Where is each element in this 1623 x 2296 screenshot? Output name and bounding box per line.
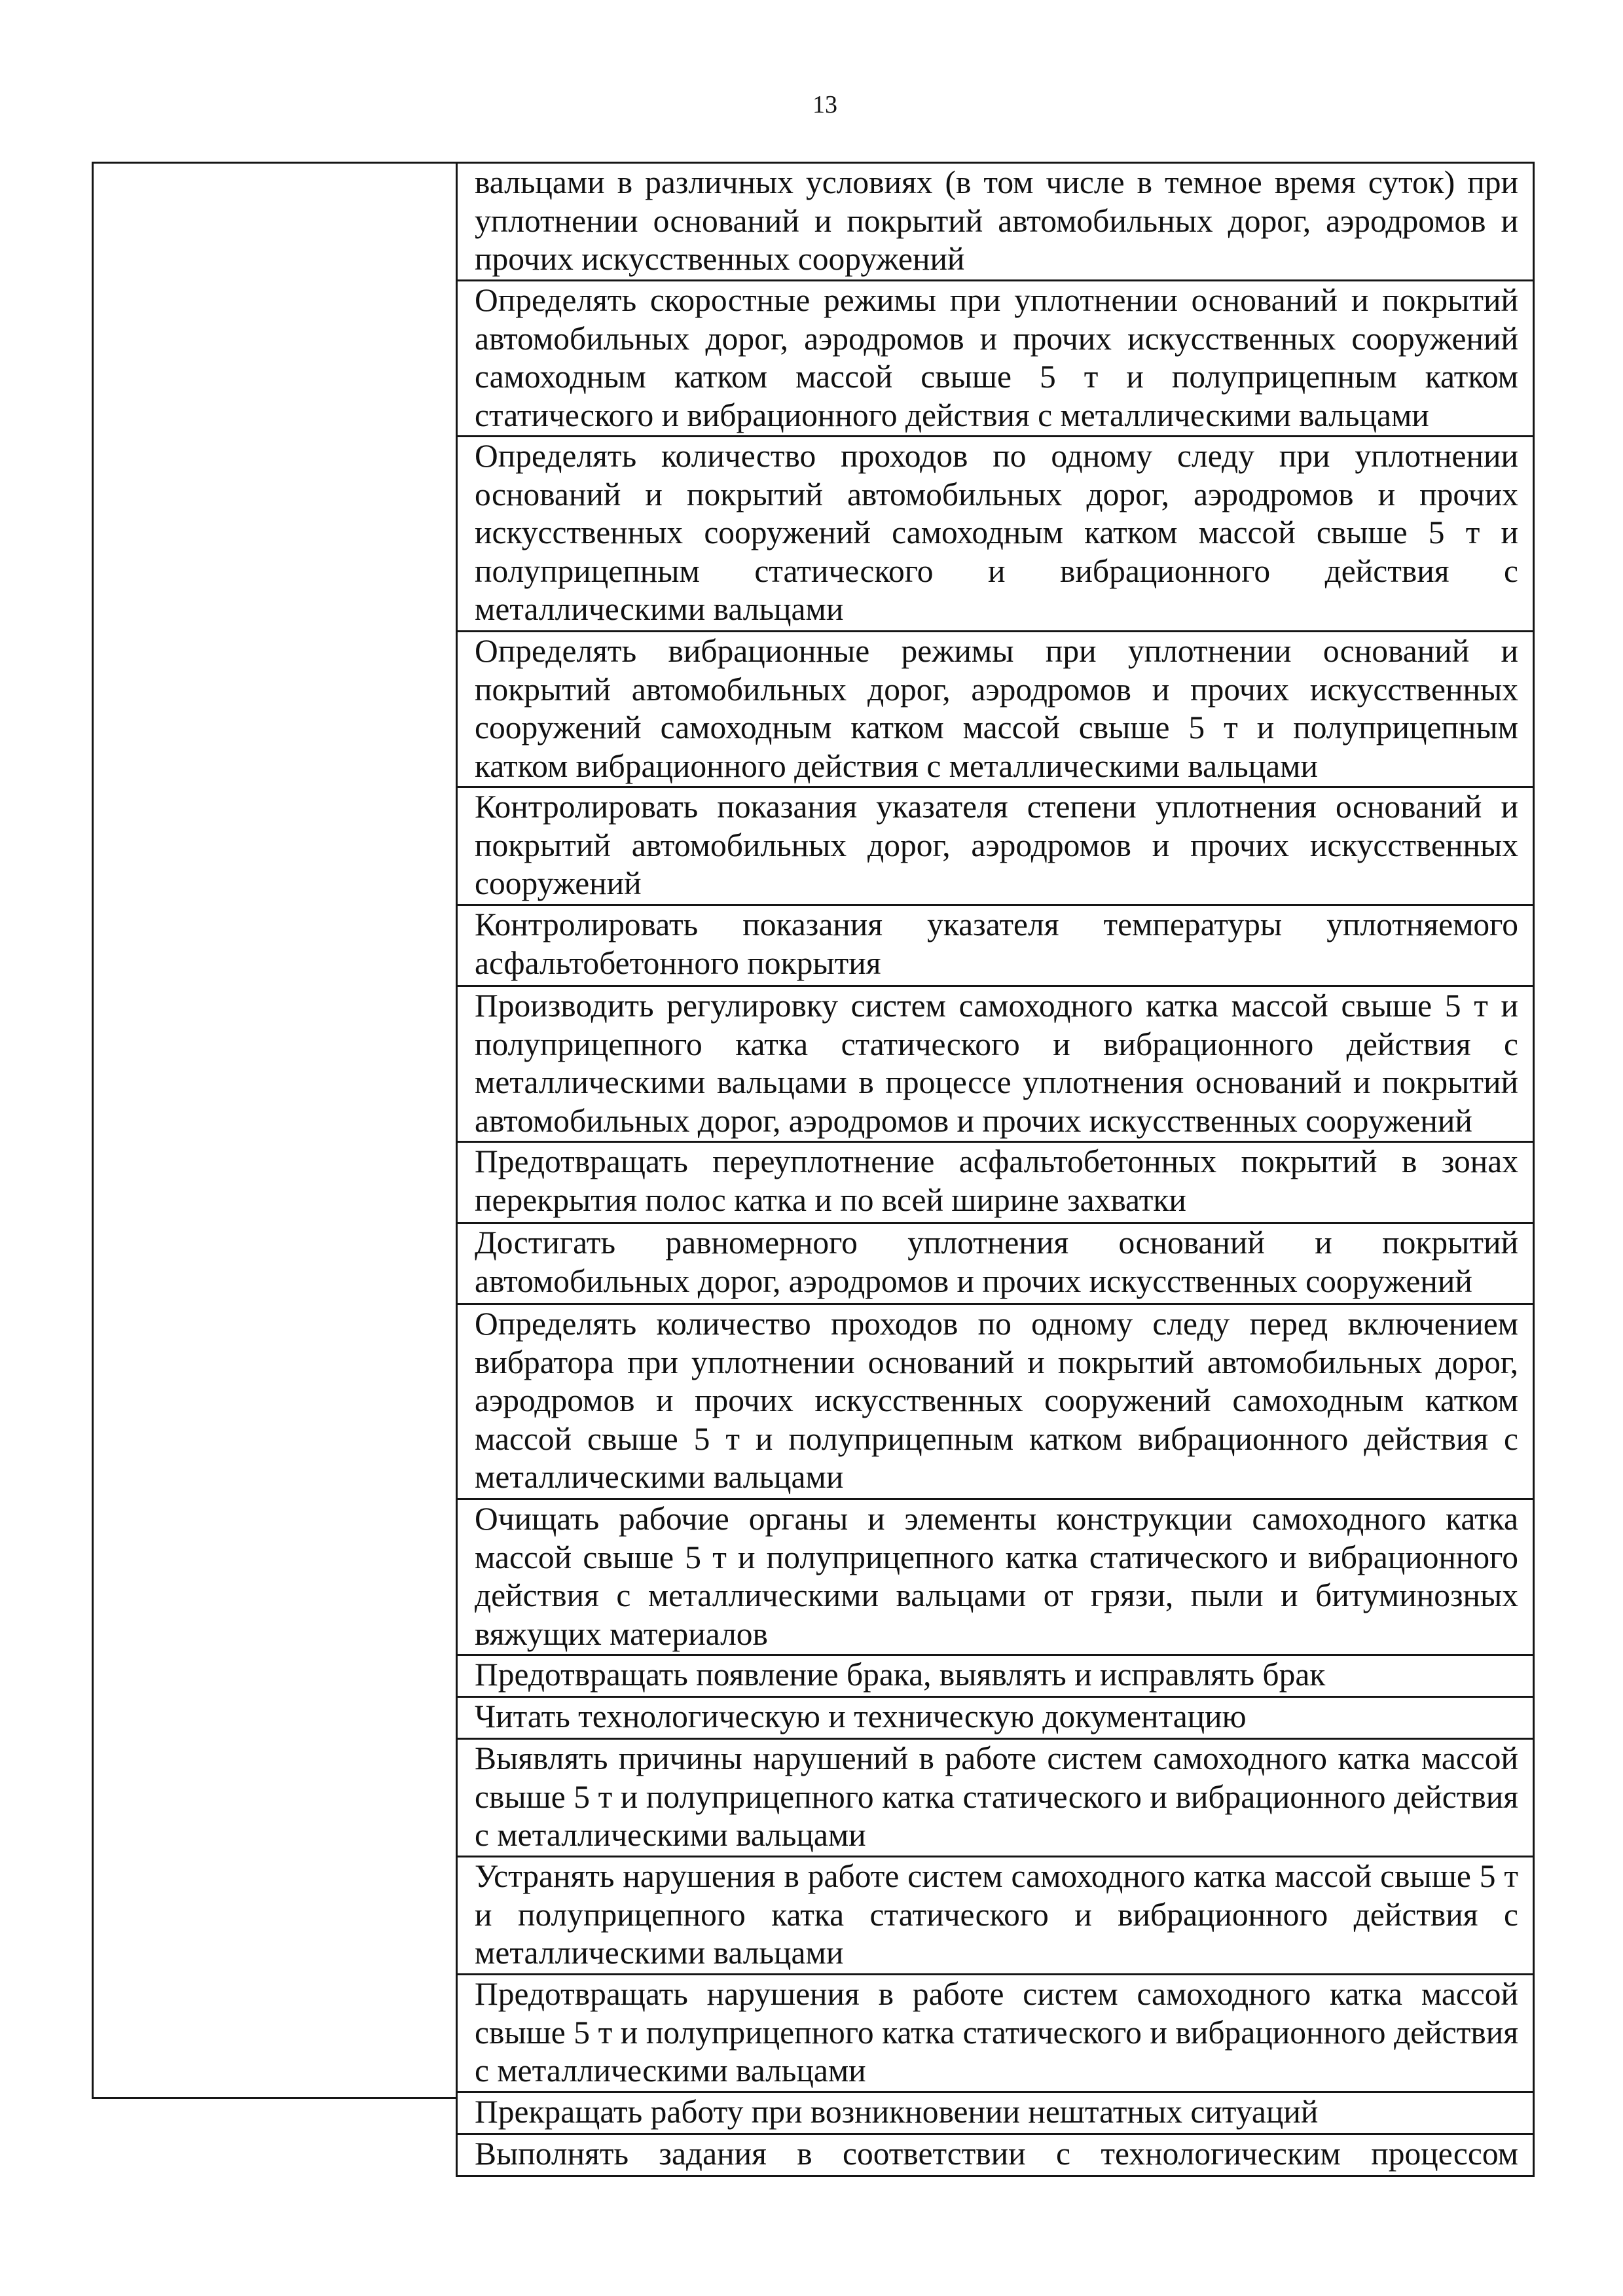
table-row: Очищать рабочие органы и элементы конструкции самоходного катка массой свыше 5 т и полуприцепного катка статического и вибрационного действия с металлическими вальцами от грязи, пыли и битуминозных вяжущих материалов bbox=[458, 1500, 1533, 1656]
table-row: Производить регулировку систем самоходного катка массой свыше 5 т и полуприцепного катка статического и вибрационного действия с металлическими вальцами в процессе уплотнения оснований и покрытий автомобильных дорог, аэродромов и прочих искусственных сооружений bbox=[458, 987, 1533, 1143]
table-row: Предотвращать появление брака, выявлять и исправлять брак bbox=[458, 1656, 1533, 1698]
table-row: Достигать равномерного уплотнения оснований и покрытий автомобильных дорог, аэродромов и прочих искусственных сооружений bbox=[458, 1224, 1533, 1305]
table-row: Контролировать показания указателя степени уплотнения оснований и покрытий автомобильных дорог, аэродромов и прочих искусственных сооружений bbox=[458, 788, 1533, 906]
table-row: Читать технологическую и техническую документацию bbox=[458, 1698, 1533, 1740]
table-row: вальцами в различных условиях (в том числе в темное время суток) при уплотнении оснований и покрытий автомобильных дорог, аэродромов и прочих искусственных сооружений bbox=[458, 164, 1533, 281]
table-row: Определять количество проходов по одному следу перед включением вибратора при уплотнении оснований и покрытий автомобильных дорог, аэродромов и прочих искусственных сооружений самоходным катком массой свыше 5 т и полуприцепным катком вибрационного действия с металлическими вальцами bbox=[458, 1305, 1533, 1500]
table-row: Выявлять причины нарушений в работе систем самоходного катка массой свыше 5 т и полуприцепного катка статического и вибрационного действия с металлическими вальцами bbox=[458, 1740, 1533, 1857]
table-label-column bbox=[92, 162, 456, 2099]
skills-table bbox=[456, 162, 1535, 2177]
page-number: 13 bbox=[812, 91, 837, 118]
table-row: Прекращать работу при возникновении нештатных ситуаций bbox=[458, 2093, 1533, 2135]
table-row: Контролировать показания указателя температуры уплотняемого асфальтобетонного покрытия bbox=[458, 906, 1533, 987]
table-row: Предотвращать переуплотнение асфальтобетонных покрытий в зонах перекрытия полос катка и по всей ширине захватки bbox=[458, 1143, 1533, 1224]
table-row: Определять количество проходов по одному следу при уплотнении оснований и покрытий автомобильных дорог, аэродромов и прочих искусственных сооружений самоходным катком массой свыше 5 т и полуприцепным статического и вибрационного действия с металлическими вальцами bbox=[458, 437, 1533, 632]
table-row: Выполнять задания в соответствии с технологическим процессом bbox=[458, 2135, 1533, 2177]
table-row: Предотвращать нарушения в работе систем самоходного катка массой свыше 5 т и полуприцепного катка статического и вибрационного действия с металлическими вальцами bbox=[458, 1975, 1533, 2093]
table-row: Устранять нарушения в работе систем самоходного катка массой свыше 5 т и полуприцепного катка статического и вибрационного действия с металлическими вальцами bbox=[458, 1857, 1533, 1975]
table-row: Определять скоростные режимы при уплотнении оснований и покрытий автомобильных дорог, аэродромов и прочих искусственных сооружений самоходным катком массой свыше 5 т и полуприцепным катком статического и вибрационного действия с металлическими вальцами bbox=[458, 281, 1533, 437]
table-row: Определять вибрационные режимы при уплотнении оснований и покрытий автомобильных дорог, аэродромов и прочих искусственных сооружений самоходным катком массой свыше 5 т и полуприцепным катком вибрационного действия с металлическими вальцами bbox=[458, 632, 1533, 788]
